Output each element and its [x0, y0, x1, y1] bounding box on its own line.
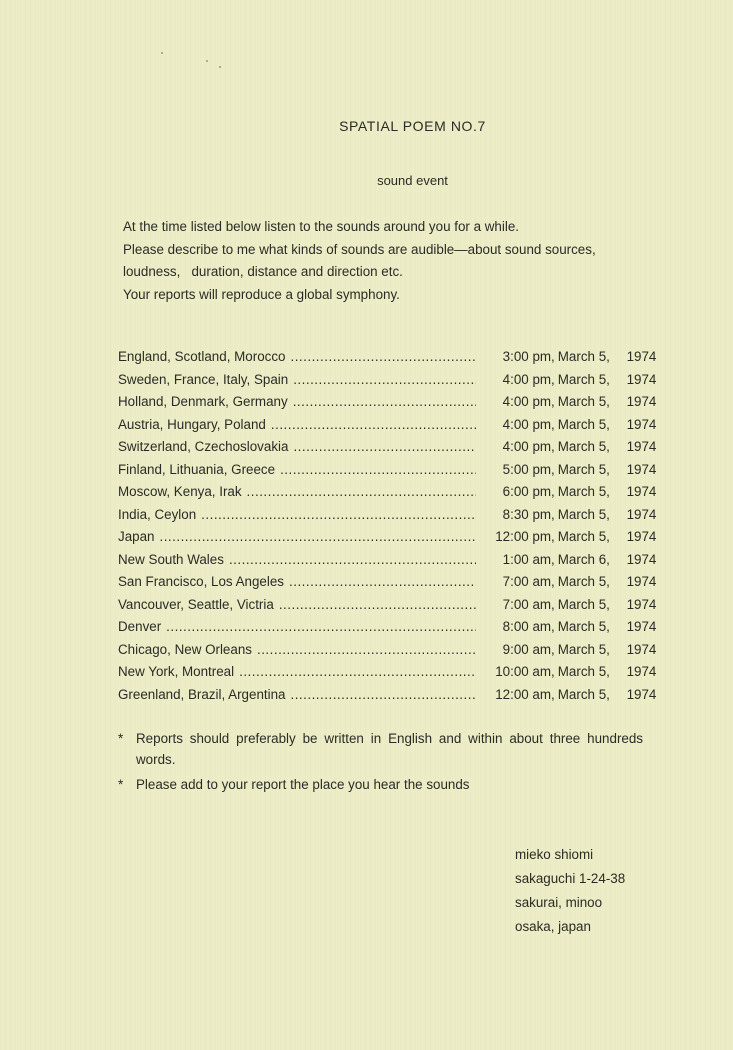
schedule-year: 1974 — [626, 416, 657, 432]
paper-speck — [161, 52, 163, 54]
schedule-row — [118, 616, 658, 639]
dot-leader — [293, 391, 476, 414]
dot-leader — [201, 504, 476, 527]
schedule-clock: 8:00 am, — [502, 619, 555, 634]
schedule-row — [118, 459, 658, 482]
schedule-clock: 6:00 pm, — [502, 484, 555, 499]
schedule-date: March 5, — [557, 439, 610, 454]
intro-line: Please describe to me what kinds of sounds are audible—about sound sources, — [123, 241, 596, 257]
document-title: SPATIAL POEM NO.7 — [339, 118, 486, 134]
schedule-year: 1974 — [626, 664, 657, 679]
schedule-row — [118, 526, 658, 549]
schedule-place: Japan — [118, 529, 155, 544]
schedule-date: March 5, — [557, 416, 610, 432]
schedule-year: 1974 — [626, 574, 657, 589]
dot-leader — [293, 369, 476, 392]
sender-address — [515, 843, 625, 939]
schedule-year: 1974 — [626, 619, 657, 634]
dot-leader — [271, 414, 476, 437]
schedule-clock: 12:00 pm, — [495, 529, 555, 544]
schedule-date: March 5, — [557, 461, 610, 477]
paper-speck — [206, 60, 208, 62]
schedule-row — [118, 661, 658, 684]
schedule-place: Moscow, Kenya, Irak — [118, 484, 242, 499]
note-item — [118, 774, 643, 795]
schedule-time — [484, 369, 658, 392]
schedule-place: New York, Montreal — [118, 664, 235, 679]
dot-leader — [257, 639, 476, 662]
asterisk-bullet: * — [118, 731, 124, 746]
address-line: osaka, japan — [515, 919, 591, 934]
intro-line: loudness, duration, distance and direction etc. — [123, 264, 403, 279]
schedule-date: March 5, — [557, 529, 610, 544]
schedule-row — [118, 549, 658, 572]
dot-leader — [239, 661, 476, 684]
document-subtitle: sound event — [377, 173, 448, 188]
schedule-year: 1974 — [626, 529, 657, 544]
schedule-date: March 5, — [557, 484, 610, 499]
schedule-time — [484, 526, 658, 549]
schedule-clock: 9:00 am, — [502, 641, 555, 657]
address-line: mieko shiomi — [515, 847, 594, 862]
intro-paragraph — [123, 216, 663, 306]
schedule-place: San Francisco, Los Angeles — [118, 574, 284, 589]
schedule-year: 1974 — [626, 349, 657, 364]
schedule-place: Chicago, New Orleans — [118, 641, 252, 657]
schedule-time — [484, 594, 658, 617]
schedule-clock: 4:00 pm, — [502, 439, 555, 454]
schedule-time — [484, 414, 658, 437]
intro-line: Your reports will reproduce a global symphony. — [123, 286, 400, 302]
schedule-row — [118, 639, 658, 662]
schedule-year: 1974 — [626, 506, 657, 522]
schedule-clock: 12:00 am, — [495, 686, 555, 702]
schedule-time — [484, 639, 658, 662]
schedule-row — [118, 481, 658, 504]
schedule-date: March 5, — [557, 349, 610, 364]
schedule-date: March 5, — [557, 394, 610, 409]
dot-leader — [293, 436, 476, 459]
address-line: sakaguchi 1-24-38 — [515, 871, 626, 886]
schedule-time — [484, 504, 658, 527]
schedule-place: Holland, Denmark, Germany — [118, 394, 288, 409]
dot-leader — [166, 616, 476, 639]
schedule-date: March 5, — [557, 619, 610, 634]
schedule-place: Switzerland, Czechoslovakia — [118, 439, 289, 454]
schedule-time — [484, 391, 658, 414]
schedule-place: Finland, Lithuania, Greece — [118, 461, 276, 477]
schedule-time — [484, 436, 658, 459]
schedule-clock: 7:00 am, — [502, 574, 555, 589]
schedule-place: New South Wales — [118, 551, 224, 567]
schedule-row — [118, 571, 658, 594]
schedule-time — [484, 459, 658, 482]
schedule-clock: 5:00 pm, — [502, 461, 555, 477]
schedule-year: 1974 — [626, 484, 657, 499]
schedule-clock: 1:00 am, — [502, 551, 555, 567]
schedule-clock: 4:00 pm, — [502, 394, 555, 409]
schedule-place: Denver — [118, 619, 162, 634]
note-item — [118, 728, 655, 770]
intro-line: At the time listed below listen to the sounds around you for a while. — [123, 219, 519, 234]
schedule-date: March 5, — [557, 596, 610, 612]
paper-speck — [219, 66, 221, 68]
schedule-clock: 10:00 am, — [495, 664, 555, 679]
dot-leader — [280, 459, 476, 482]
schedule-date: March 5, — [557, 664, 610, 679]
schedule-clock: 4:00 pm, — [502, 371, 555, 387]
schedule-year: 1974 — [626, 686, 657, 702]
schedule-year: 1974 — [626, 596, 657, 612]
schedule-year: 1974 — [626, 371, 657, 387]
schedule-year: 1974 — [626, 551, 657, 567]
dot-leader — [229, 549, 476, 572]
schedule-place: Sweden, France, Italy, Spain — [118, 371, 289, 387]
note-text: Please add to your report the place you hear the sounds — [136, 777, 470, 792]
schedule-place: Vancouver, Seattle, Victria — [118, 596, 274, 612]
schedule-time — [484, 571, 658, 594]
dot-leader — [247, 481, 476, 504]
dot-leader — [279, 594, 476, 617]
address-line: sakurai, minoo — [515, 895, 603, 910]
schedule-time — [484, 481, 658, 504]
asterisk-bullet: * — [118, 777, 124, 792]
note-text: Reports should preferably be written in English and within about three hundreds words. — [136, 731, 655, 767]
schedule-year: 1974 — [626, 461, 657, 477]
schedule-year: 1974 — [626, 439, 657, 454]
schedule-row — [118, 391, 658, 414]
schedule-row — [118, 369, 658, 392]
schedule-year: 1974 — [626, 641, 657, 657]
dot-leader — [289, 571, 476, 594]
schedule-row — [118, 346, 658, 369]
schedule-row — [118, 414, 658, 437]
schedule-time — [484, 346, 658, 369]
schedule-time — [484, 661, 658, 684]
schedule-row — [118, 436, 658, 459]
schedule-date: March 5, — [557, 574, 610, 589]
dot-leader — [290, 684, 476, 707]
schedule-row — [118, 684, 658, 707]
schedule-date: March 6, — [557, 551, 610, 567]
schedule-place: India, Ceylon — [118, 506, 197, 522]
dot-leader — [159, 526, 476, 549]
schedule-clock: 4:00 pm, — [502, 416, 555, 432]
schedule-date: March 5, — [557, 686, 610, 702]
schedule-place: Greenland, Brazil, Argentina — [118, 686, 286, 702]
schedule-row — [118, 594, 658, 617]
schedule-year: 1974 — [626, 394, 657, 409]
schedule-clock: 7:00 am, — [502, 596, 555, 612]
schedule-clock: 8:30 pm, — [502, 506, 555, 522]
schedule-list — [118, 346, 658, 706]
schedule-date: March 5, — [557, 641, 610, 657]
schedule-place: Austria, Hungary, Poland — [118, 416, 266, 432]
schedule-time — [484, 684, 658, 707]
schedule-place: England, Scotland, Morocco — [118, 349, 286, 364]
notes-section — [118, 728, 655, 799]
schedule-time — [484, 549, 658, 572]
dot-leader — [290, 346, 476, 369]
schedule-date: March 5, — [557, 506, 610, 522]
schedule-time — [484, 616, 658, 639]
schedule-date: March 5, — [557, 371, 610, 387]
schedule-clock: 3:00 pm, — [502, 349, 555, 364]
schedule-row — [118, 504, 658, 527]
